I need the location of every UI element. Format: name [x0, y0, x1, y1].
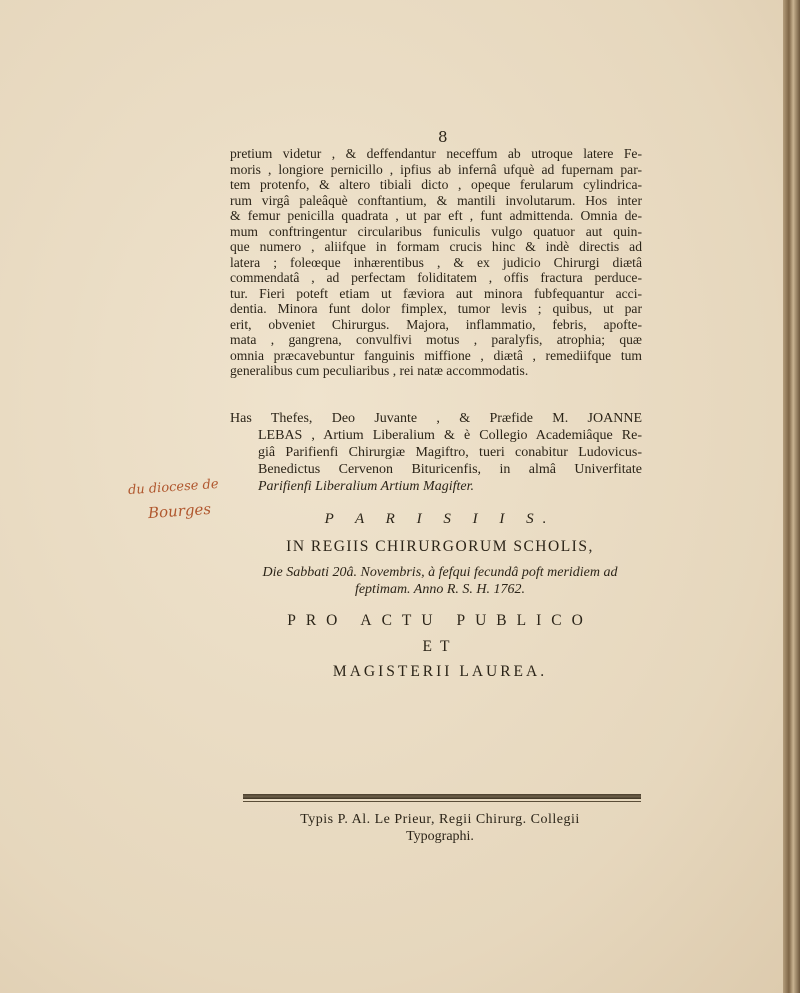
body-line: que numero , aliifque in formam crucis hinc & indè directis ad: [230, 239, 642, 254]
book-spine-edge: [783, 0, 800, 993]
purpose-heading: PRO ACTU PUBLICO: [287, 612, 593, 629]
printer-imprint: Typis P. Al. Le Prieur, Regii Chirurg. Collegii: [300, 812, 580, 827]
body-line: tem protenfo, & altero tibiali dicto , opeque ferularum cylindrica-: [230, 177, 642, 192]
handwritten-note: du diocese de: [127, 476, 220, 499]
body-paragraph: [230, 146, 642, 379]
body-line: commendatâ , ad perfectam foliditatem , offis fractura perduce-: [230, 270, 642, 285]
degree-heading: MAGISTERII LAUREA.: [332, 663, 548, 680]
body-line: mata , gangrena, convulfivi motus , paralyfis, atrophia; quæ: [230, 332, 642, 347]
page-number: 8: [438, 128, 448, 146]
body-line: & femur penicilla quadrata , ut par eft , funt admittenda. Omnia de-: [230, 208, 642, 223]
body-line: mum conftringentur circularibus funiculis vulgo quatuor aut quin-: [230, 223, 642, 239]
thesis-line: Has Thefes, Deo Juvante , & Præfide M. JOANNE: [230, 411, 642, 426]
thesis-statement: [230, 410, 642, 495]
place-heading: P A R I S I I S.: [324, 511, 556, 527]
rule-underline: [243, 801, 641, 802]
thesis-line: LEBAS , Artium Liberalium & è Collegio Academiâque Re-: [258, 428, 642, 443]
body-line: latera ; foleœque inhærentibus , & ex judicio Chirurgi diætâ: [230, 254, 642, 270]
body-line: pretium videtur , & deffendantur neceffum ab utroque latere Fe-: [230, 146, 642, 161]
body-line: tur. Fieri poteft etiam ut fæviora aut minora fubfequantur acci-: [230, 285, 642, 301]
body-line: rum virgâ paleâquè conftantium, & mantili involutarum. Hos inter: [230, 192, 642, 208]
body-line: dentia. Minora funt dolor fimplex, tumor levis ; quibus, ut par: [230, 301, 642, 316]
date-line: feptimam. Anno R. S. H. 1762.: [354, 582, 526, 597]
school-heading: IN REGIIS CHIRURGORUM SCHOLIS,: [286, 538, 594, 555]
thesis-line: Benedictus Cervenon Bituricenfis, in almâ Univerfitate: [258, 462, 642, 477]
thesis-line: Parifienfi Liberalium Artium Magifter.: [258, 479, 474, 494]
body-line: generalibus cum peculiaribus , rei natæ accommodatis.: [230, 363, 529, 378]
body-line: omnia præcavebuntur fanguinis miffione , diætâ , remediifque tum: [230, 347, 642, 363]
body-line: erit, obveniet Chirurgus. Majora, inflammatio, febris, apofte-: [230, 316, 642, 332]
handwritten-note: Bourges: [147, 499, 212, 523]
printer-imprint: Typographi.: [406, 829, 474, 844]
body-line: moris , longiore pernicillo , ipfius ab infernâ ufquè ad fupernam par-: [230, 161, 642, 177]
date-line: Die Sabbati 20â. Novembris, à fefqui fecundâ poft meridiem ad: [262, 565, 618, 580]
conjunction-heading: ET: [422, 638, 458, 655]
thesis-line: giâ Parifienfi Chirurgiæ Magiftro, tueri conabitur Ludovicus-: [258, 445, 642, 460]
ornamental-rule: [243, 794, 641, 799]
